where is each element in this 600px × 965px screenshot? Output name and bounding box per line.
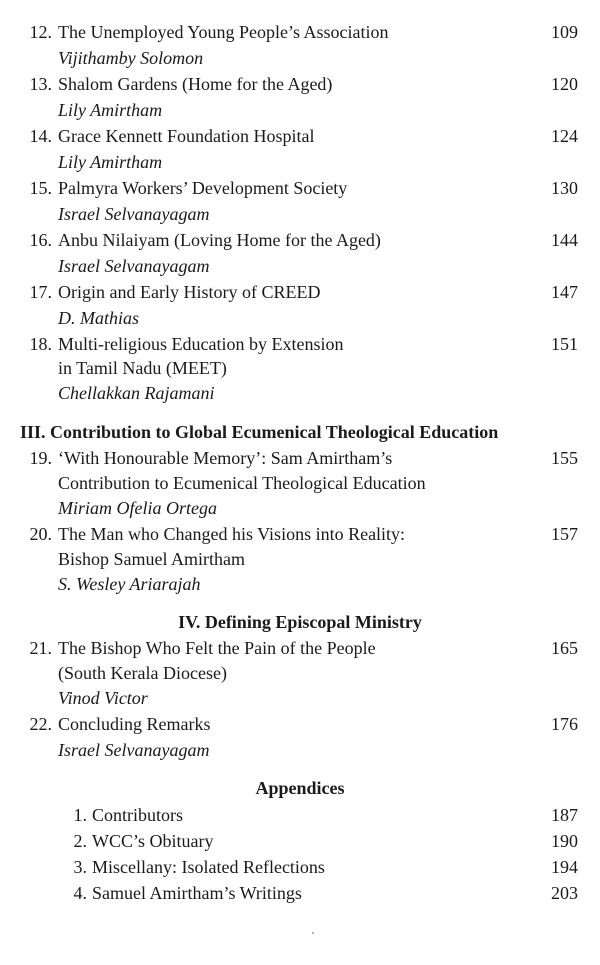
entry-page: 155 [551, 448, 578, 468]
entry-number: 14. [29, 126, 52, 146]
entry-title: Grace Kennett Foundation Hospital [58, 126, 315, 146]
appendix-number: 4. [73, 883, 87, 903]
entry-title-line2: (South Kerala Diocese) [58, 663, 227, 683]
appendix-page: 194 [551, 857, 578, 877]
entry-author: D. Mathias [58, 308, 139, 328]
entry-number: 20. [29, 524, 52, 544]
entry-number: 21. [29, 638, 52, 658]
appendix-number: 1. [73, 805, 87, 825]
entry-number: 18. [29, 334, 52, 354]
entry-title: Palmyra Workers’ Development Society [58, 178, 348, 198]
entry-number: 19. [29, 448, 52, 468]
entry-page: 151 [551, 334, 578, 354]
entry-author: S. Wesley Ariarajah [58, 574, 201, 594]
appendix-title: WCC’s Obituary [92, 831, 214, 851]
section-heading: III. Contribution to Global Ecumenical Theological Education [20, 422, 499, 442]
entry-page: 130 [551, 178, 578, 198]
entry-page: 147 [551, 282, 578, 302]
entry-page: 165 [551, 638, 578, 658]
page-speck [312, 932, 314, 934]
entry-author: Chellakkan Rajamani [58, 383, 215, 403]
entry-number: 13. [29, 74, 52, 94]
entry-author: Miriam Ofelia Ortega [58, 498, 217, 518]
entry-page: 157 [551, 524, 578, 544]
entry-title: Origin and Early History of CREED [58, 282, 321, 302]
section-heading: IV. Defining Episcopal Ministry [178, 612, 422, 632]
entry-title-line2: in Tamil Nadu (MEET) [58, 358, 227, 378]
entry-author: Lily Amirtham [58, 152, 163, 172]
entry-number: 12. [29, 22, 52, 42]
appendix-page: 203 [551, 883, 578, 903]
entry-page: 144 [551, 230, 578, 250]
entry-number: 22. [29, 714, 52, 734]
entry-page: 109 [551, 22, 578, 42]
entry-author: Israel Selvanayagam [58, 740, 210, 760]
entry-author: Israel Selvanayagam [58, 204, 210, 224]
entry-title: ‘With Honourable Memory’: Sam Amirtham’s [58, 448, 393, 468]
entry-title: Shalom Gardens (Home for the Aged) [58, 74, 333, 94]
entry-author: Israel Selvanayagam [58, 256, 210, 276]
entry-page: 124 [551, 126, 578, 146]
appendix-title: Samuel Amirtham’s Writings [92, 883, 302, 903]
entry-title: The Unemployed Young People’s Association [58, 22, 389, 42]
entry-page: 176 [551, 714, 578, 734]
entry-number: 17. [29, 282, 52, 302]
entry-title: Concluding Remarks [58, 714, 211, 734]
entry-page: 120 [551, 74, 578, 94]
entry-author: Lily Amirtham [58, 100, 163, 120]
appendices-heading: Appendices [255, 778, 345, 798]
entry-number: 15. [29, 178, 52, 198]
appendix-title: Miscellany: Isolated Reflections [92, 857, 325, 877]
entry-number: 16. [29, 230, 52, 250]
appendix-title: Contributors [92, 805, 184, 825]
entry-title-line2: Bishop Samuel Amirtham [58, 549, 245, 569]
entry-title: The Bishop Who Felt the Pain of the People [58, 638, 376, 658]
entry-author: Vinod Victor [58, 688, 148, 708]
entry-title-line2: Contribution to Ecumenical Theological Education [58, 473, 426, 493]
entry-title: Multi-religious Education by Extension [58, 334, 344, 354]
appendix-number: 2. [73, 831, 87, 851]
appendix-page: 190 [551, 831, 578, 851]
appendix-page: 187 [551, 805, 578, 825]
entry-author: Vijithamby Solomon [58, 48, 204, 68]
entry-title: Anbu Nilaiyam (Loving Home for the Aged) [58, 230, 381, 250]
entry-title: The Man who Changed his Visions into Reality: [58, 524, 406, 544]
appendix-number: 3. [73, 857, 87, 877]
